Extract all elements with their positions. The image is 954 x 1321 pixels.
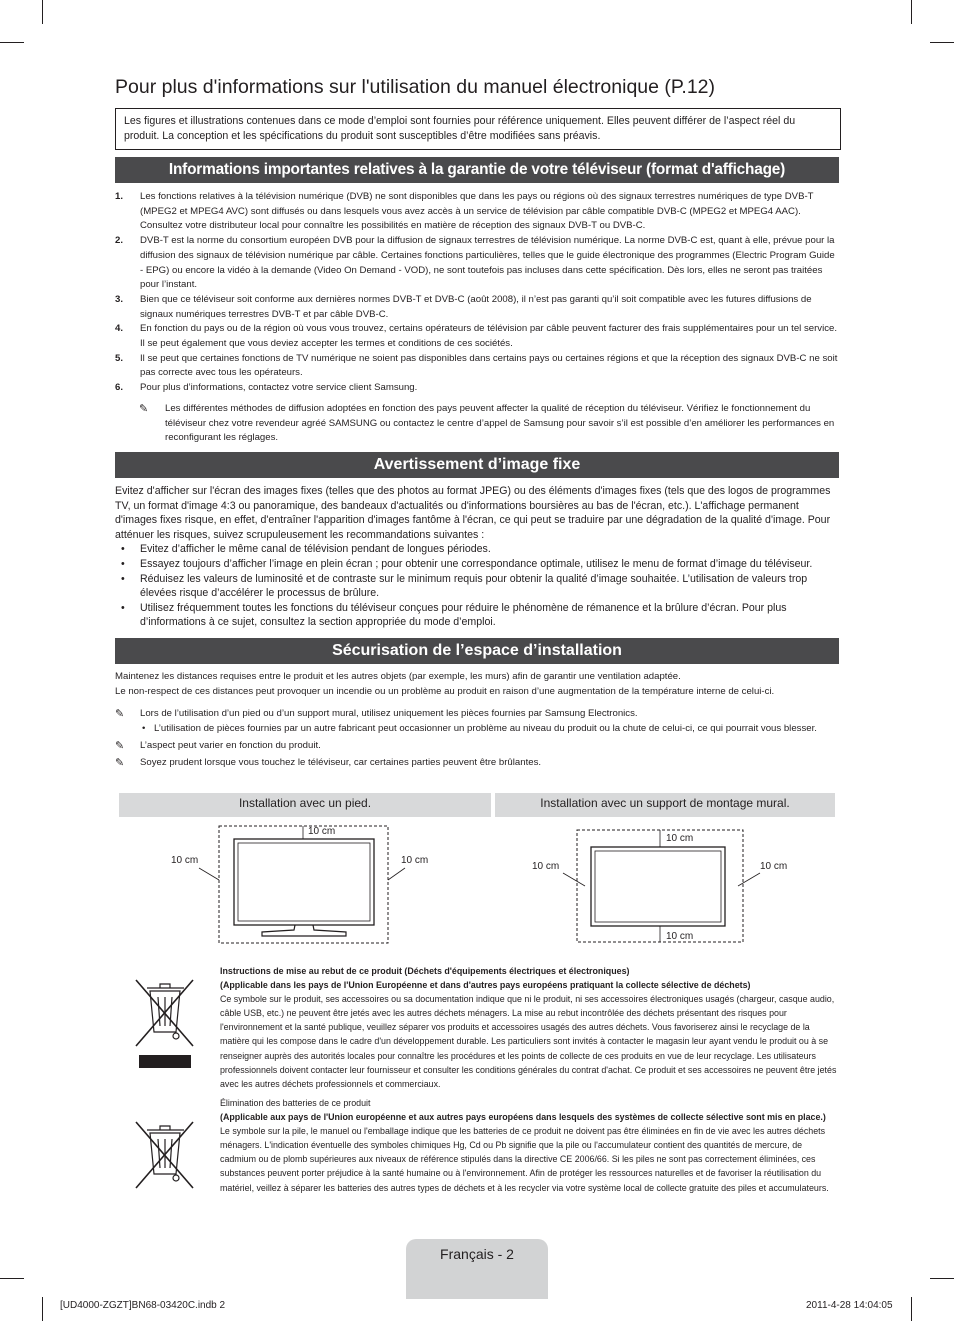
item-number: 1.: [115, 191, 124, 202]
note-text: L’aspect peut varier en fonction du produit.: [140, 739, 321, 751]
bullet-text: Essayez toujours d’afficher l’image en plein écran ; pour obtenir une correspondance optimale, utilisez le menu de format d’image du téléviseur.: [140, 557, 813, 570]
item-text: En fonction du pays ou de la région où vous vous trouvez, certains opérateurs de télévision par câble peuvent facturer des frais supplémentaires pour un tel service. Il se peut également que vous deviez accepter les termes et conditions de ces sociétés.: [140, 323, 838, 350]
weee-section: [220, 964, 840, 1091]
page-number-tab: Français - 2: [406, 1239, 548, 1299]
item-text: Les fonctions relatives à la télévision numérique (DVB) ne sont disponibles que dans les pays ou régions où des signaux terrestres numériques de type DVB-T (MPEG2 et MPEG4 AVC) sont diffusés ou dans lesquels vous avez accès à un service de télévision par câble compatible DVB-C (MPEG2 et MPEG4 AAC). Consultez votre distributeur local pour connaître les possibilités en matière de réception des signaux DVB-T ou DVB-C.: [140, 191, 814, 232]
bullet-text: Utilisez fréquemment toutes les fonctions du téléviseur conçues pour réduire le phénomène de rémanence et la brûlure d’écran. Pour plus d’informations à ce sujet, consultez la section appropriée du mode d’emploi.: [140, 601, 787, 629]
bullet-icon: •: [121, 543, 125, 556]
stand-tv-diagram: [199, 826, 405, 943]
pencil-note-icon: ✎: [139, 402, 149, 415]
crossed-battery-bin-icon: [136, 1122, 193, 1188]
weee-text: Ce symbole sur le produit, ses accessoires ou sa documentation indique que ni le produit, ni ses accessoires électroniques usagés (chargeur, casque audio, câble USB, etc.) ne peuvent être jetés avec les autres déchets ménagers. La mise au rebut incontrôlée des déchets présentant des risques pour l'environnement et la santé publique, veuillez séparer vos produits et accessoires usagés des autres déchets. Vous favoriserez ainsi le recyclage de la matière qui les compose dans le cadre d'un développement durable. Les particuliers sont invités à contacter le magasin leur ayant vendu le produit ou à se renseigner auprès des autorités locales pour connaître les procédures et les points de collecte de ces produits en vue de leur recyclage. Les utilisateurs professionnels doivent contacter leur fournisseur et consulter les conditions générales du contrat d'achat. Ce produit et ses accessoires ne peuvent être jetés avec les autres déchets professionnels et commerciaux.: [220, 994, 837, 1089]
bullet-icon: •: [121, 601, 125, 614]
item-number: 6.: [115, 382, 124, 394]
job-file-label: [UD4000-ZGZT]BN68-03420C.indb 2: [60, 1300, 226, 1311]
pencil-note-icon: ✎: [115, 739, 125, 752]
dim-label: 10 cm: [308, 826, 336, 837]
weee-bar-icon: [139, 1055, 191, 1068]
dim-label: 10 cm: [760, 861, 788, 872]
item-text: Il se peut que certaines fonctions de TV numérique ne soient pas disponibles dans certains pays ou certaines régions et que la réception des signaux DVB-C ne soit pas correcte avec tous les opérateurs.: [140, 352, 838, 379]
bullet-text: Réduisez les valeurs de luminosité et de contraste sur le minimum requis pour obtenir la qualité d’image souhaitée. L’utilisation de valeurs trop élevées risque d’accélérer le processus de brûlure.: [140, 572, 808, 600]
battery-section: [220, 1096, 840, 1195]
item-text: DVB-T est la norme du consortium européen DVB pour la diffusion de signaux terrestres de télévision numérique. La norme DVB-C est, quant à elle, prévue pour la diffusion des signaux de télévision numérique par câble. Certaines fonctions particulières, telles que le guide électronique des programmes (Electric Program Guide - EPG) ou encore la vidéo à la demande (Video On Demand - VOD), ne sont toutefois pas incluses dans cette spécification. Dès lors, elles ne seront pas traitées pour l’instant.: [140, 235, 835, 291]
battery-title: Élimination des batteries de ce produit: [220, 1098, 371, 1108]
item-number: 3.: [115, 293, 124, 305]
disclaimer-box: Les figures et illustrations contenues dans ce mode d’emploi sont fournies pour référence uniquement. Elles peuvent différer de l’aspect réel du produit. La conception et les spécifications du produit sont susceptibles d’être modifiées sans préavis.: [115, 108, 841, 150]
note-text: Soyez prudent lorsque vous touchez le téléviseur, car certaines parties peuvent être brûlantes.: [140, 756, 542, 768]
battery-subtitle: (Applicable aux pays de l'Union européenne et aux autres pays européens dans lesquels des systèmes de collecte sélective sont mis en place.): [220, 1112, 826, 1123]
item-text: Pour plus d’informations, contactez votre service client Samsung.: [140, 382, 418, 394]
note-text: Les différentes méthodes de diffusion adoptées en fonction des pays peuvent affecter la qualité de réception du téléviseur. Vérifiez le fonctionnement du téléviseur chez votre revendeur agréé SAMSUNG ou contactez le centre d’appel de Samsung pour savoir s’il est possible d’en améliorer les performances en reconfigurant les réglages.: [165, 402, 835, 444]
wall-mount-install-header: Installation avec un support de montage mural.: [495, 793, 835, 817]
installation-p2: Le non-respect de ces distances peut provoquer un incendie ou un problème au produit en raison d’une augmentation de la température interne de celui-ci.: [115, 685, 775, 697]
battery-text: Le symbole sur la pile, le manuel ou l'emballage indique que les batteries de ce produit ne doivent pas être éliminées en fin de vie avec les autres déchets ménagers. L'indication éventuelle des symboles chimiques Hg, Cd ou Pb signifie que la pile ou l'accumulateur contient des quantités de mercure, de cadmium ou de plomb supérieures aux niveaux de référence stipulés dans la directive CE 2006/66. Si les piles ne sont pas correctement éliminées, ces substances peuvent porter préjudice à la santé humaine ou à l'environnement. Afin de protéger les ressources naturelles et de favoriser la réutilisation du matériel, veillez à séparer les batteries des autres types de déchets et à les recycler via votre système local de collecte gratuite des piles et accumulateurs.: [220, 1126, 829, 1193]
dim-label: 10 cm: [171, 855, 199, 866]
note-text: Lors de l’utilisation d’un pied ou d’un support mural, utilisez uniquement les pièces fournies par Samsung Electronics.: [140, 708, 638, 720]
weee-subtitle: (Applicable dans les pays de l'Union Européenne et dans d'autres pays européens pratiquant la collecte sélective de déchets): [220, 980, 751, 991]
bullet-icon: •: [121, 557, 125, 570]
bullet-text: L’utilisation de pièces fournies par un autre fabricant peut occasionner un problème au niveau du produit ou la chute de celui-ci, ce qui pourrait vous blesser.: [154, 723, 817, 735]
stand-install-header: Installation avec un pied.: [119, 793, 491, 817]
item-number: 5.: [115, 352, 124, 364]
item-number: 4.: [115, 323, 124, 335]
pencil-note-icon: ✎: [115, 708, 125, 721]
dim-label: 10 cm: [401, 855, 429, 866]
installation-heading: Sécurisation de l’espace d’installation: [115, 638, 839, 664]
job-timestamp: 2011-4-28 14:04:05: [806, 1300, 893, 1311]
bullet-icon: •: [142, 723, 146, 735]
weee-title: Instructions de mise au rebut de ce produit (Déchets d'équipements électriques et électroniques): [220, 966, 630, 976]
dim-label: 10 cm: [666, 931, 694, 942]
warranty-heading: Informations importantes relatives à la garantie de votre téléviseur (format d'affichage): [115, 157, 839, 183]
item-number: 2.: [115, 235, 124, 247]
still-image-intro: Evitez d'afficher sur l'écran des images fixes (telles que des photos au format JPEG) ou des éléments d'images fixes (tels que des logos de programmes TV, un format d'image 4:3 ou panoramique, des bandeaux d'actualités ou d'informations boursières au bas de l'écran, etc.). L'affichage permanent d'images fixes risque, en effet, d'entraîner l'apparition d'images fantôme à l'écran, ce qui peut se traduire par une dégradation de la qualité d'image. Pour atténuer les risques, suivez scrupuleusement les recommandations suivantes :: [115, 485, 831, 541]
item-text: Bien que ce téléviseur soit conforme aux dernières normes DVB-T et DVB-C (août 2008), il n’est pas garanti qu’il soit compatible avec les futures diffusions de signaux numériques terrestres DVB-T et par câble DVB-C.: [140, 293, 812, 320]
installation-p1: Maintenez les distances requises entre le produit et les autres objets (par exemple, les murs) afin de garantir une ventilation adaptée.: [115, 671, 681, 682]
crossed-bin-icon: [136, 980, 193, 1046]
pencil-note-icon: ✎: [115, 756, 125, 769]
page-title: Pour plus d'informations sur l'utilisation du manuel électronique (P.12): [115, 76, 715, 98]
dim-label: 10 cm: [532, 861, 560, 872]
still-image-heading: Avertissement d’image fixe: [115, 452, 839, 478]
wall-mount-tv-diagram: [563, 830, 760, 942]
dim-label: 10 cm: [666, 833, 694, 844]
bullet-icon: •: [121, 572, 125, 585]
bullet-text: Evitez d’afficher le même canal de télévision pendant de longues périodes.: [140, 543, 491, 556]
